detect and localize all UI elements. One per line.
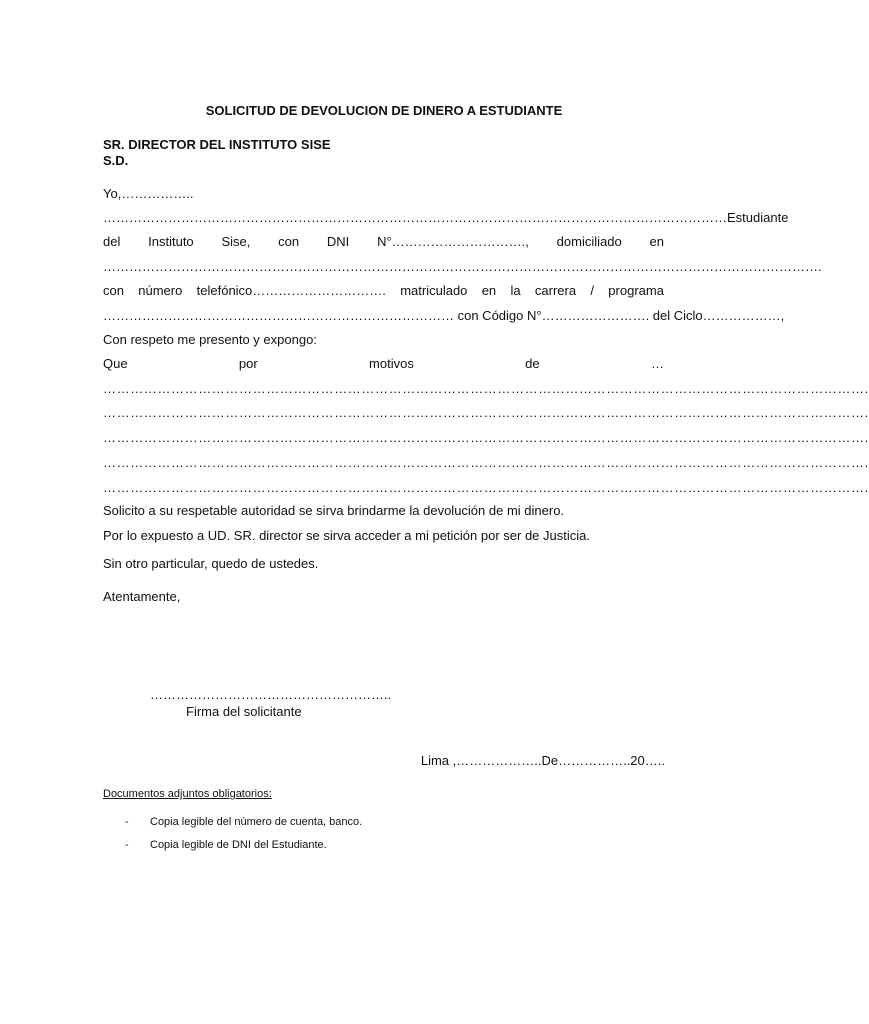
telefono-row: [103, 283, 664, 299]
bullet-dash: -: [125, 816, 129, 828]
solicito-paragraph: Solicito a su respetable autoridad se sirva brindarme la devolución de mi dinero.: [103, 503, 565, 518]
recipient: SR. DIRECTOR DEL INSTITUTO SISE: [103, 137, 331, 152]
telefono-word: programa: [608, 283, 664, 298]
domicilio-line: ………………………………………………………………………………………………………………………………………………….: [103, 259, 822, 274]
dotted-line: …………………………………………………………………………………………………………………………………………………….: [103, 430, 869, 445]
con-respeto: Con respeto me presento y expongo:: [103, 332, 317, 347]
instituto-word: Sise,: [221, 234, 251, 249]
telefono-word: matriculado: [400, 283, 468, 298]
por-lo-expuesto-paragraph: Por lo expuesto a UD. SR. director se sirva acceder a mi petición por ser de Justicia.: [103, 528, 590, 543]
telefono-word: carrera: [534, 283, 577, 298]
instituto-word: DNI: [326, 234, 350, 249]
dotted-line: …………………………………………………………………………………………………………………………………………………….: [103, 455, 869, 470]
instituto-word: en: [649, 234, 664, 249]
yo-line: Yo,……………..: [103, 186, 194, 201]
instituto-word: domiciliado: [556, 234, 622, 249]
instituto-word: con: [278, 234, 300, 249]
telefono-word: la: [510, 283, 521, 298]
bullet-dash: -: [125, 839, 129, 851]
telefono-word: en: [481, 283, 497, 298]
dotted-line: …………………………………………………………………………………………………………………………………………………….: [103, 381, 869, 396]
instituto-word: N°………………………….,: [377, 234, 529, 249]
instituto-word: Instituto: [148, 234, 194, 249]
motivos-word: motivos: [369, 356, 414, 371]
telefono-word: /: [590, 283, 594, 298]
atentamente: Atentamente,: [103, 589, 181, 604]
instituto-word: del: [103, 234, 121, 249]
motivos-row: [103, 356, 664, 372]
sin-otro-paragraph: Sin otro particular, quedo de ustedes.: [103, 556, 319, 571]
signature-label: Firma del solicitante: [186, 704, 302, 719]
document-title: SOLICITUD DE DEVOLUCION DE DINERO A ESTUDIANTE: [205, 103, 563, 118]
place-date-line: Lima ,………………..De……………..20…..: [420, 753, 665, 768]
dotted-line: …………………………………………………………………………………………………………………………………………………….: [103, 480, 869, 495]
telefono-word: telefónico………………………….: [196, 283, 386, 298]
signature-line: ………………………………………………..: [150, 687, 392, 702]
codigo-line: ……………………………………………………………………… con Código N°……………………. del Ciclo………………,: [103, 308, 785, 323]
instituto-row: [103, 234, 664, 250]
dotted-line: …………………………………………………………………………………………………………………………………………………….: [103, 405, 869, 420]
attachment-item: Copia legible del número de cuenta, banco.: [150, 816, 363, 828]
motivos-word: por: [238, 356, 258, 371]
sd-abbreviation: S.D.: [103, 153, 129, 168]
motivos-word: Que: [103, 356, 128, 371]
motivos-word: de: [525, 356, 540, 371]
attachment-item: Copia legible de DNI del Estudiante.: [150, 839, 327, 851]
attachments-heading: Documentos adjuntos obligatorios:: [103, 788, 272, 800]
motivos-word: …: [650, 356, 664, 371]
telefono-word: con: [103, 283, 124, 298]
estudiante-line: ………………………………………………………………………………………………………………………………Estudiante: [103, 210, 789, 225]
telefono-word: número: [138, 283, 183, 298]
